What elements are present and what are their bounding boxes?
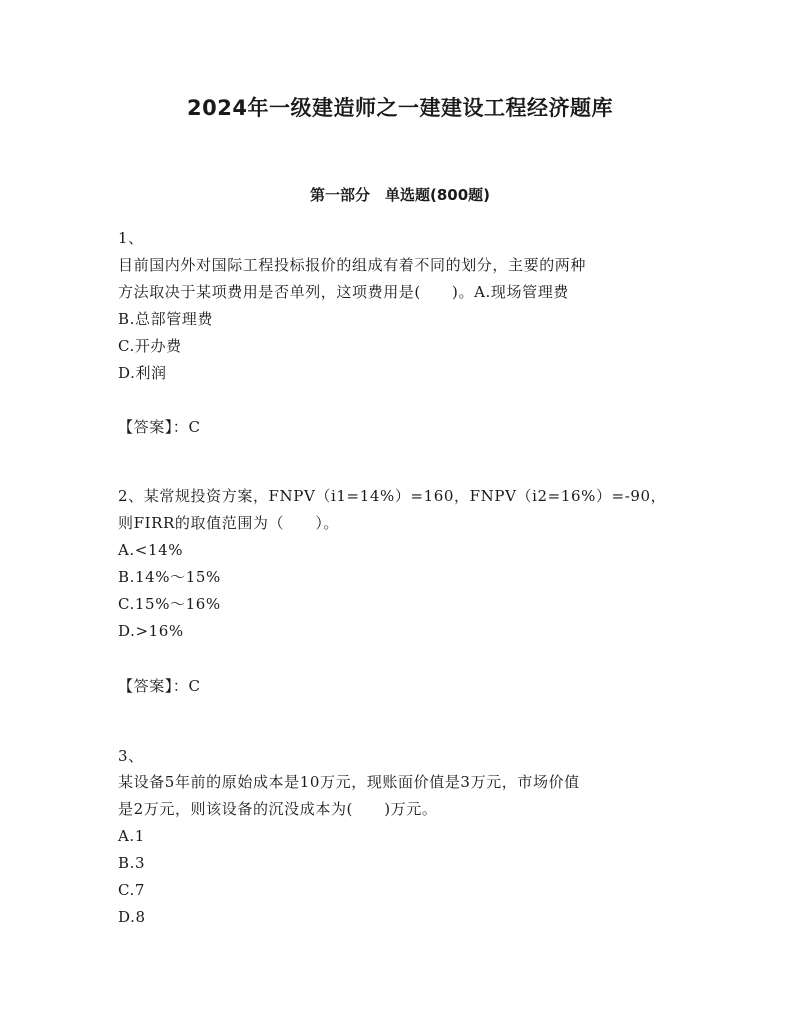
question-3-option-d: D.8 xyxy=(118,908,146,926)
question-2-option-b: B.14%～15% xyxy=(118,568,221,586)
question-2-option-c: C.15%～16% xyxy=(118,595,221,613)
question-2-answer: 【答案】：C xyxy=(118,677,201,695)
question-3-stem-line-2: 是2万元，则该设备的沉没成本为( )万元。 xyxy=(118,800,438,818)
question-3-option-a: A.1 xyxy=(118,827,145,845)
question-1-option-d: D.利润 xyxy=(118,364,167,382)
question-3-option-c: C.7 xyxy=(118,881,146,899)
question-1-option-c: C.开办费 xyxy=(118,337,182,355)
section-heading: 第一部分 单选题(800题) xyxy=(309,186,491,204)
question-3-stem-line-1: 某设备5年前的原始成本是10万元，现账面价值是3万元，市场价值 xyxy=(118,773,580,791)
document-title: 2024年一级建造师之一建建设工程经济题库 xyxy=(187,96,613,120)
question-1-number: 1、 xyxy=(118,229,144,247)
question-1-stem-line-1: 目前国内外对国际工程投标报价的组成有着不同的划分，主要的两种 xyxy=(118,256,587,274)
question-2-stem-line-2: 则FIRR的取值范围为（ ）。 xyxy=(118,514,340,532)
question-3-option-b: B.3 xyxy=(118,854,146,872)
question-2-option-a: A.<14% xyxy=(118,541,184,559)
question-1-answer: 【答案】：C xyxy=(118,418,201,436)
question-2-option-d: D.>16% xyxy=(118,622,184,640)
question-1-option-b: B.总部管理费 xyxy=(118,310,213,328)
question-3-number: 3、 xyxy=(118,747,144,765)
question-2-stem-line-1: 2、某常规投资方案，FNPV（i1=14%）=160，FNPV（i2=16%）=-90， xyxy=(118,487,667,505)
question-1-stem-line-2: 方法取决于某项费用是否单列，这项费用是( )。A.现场管理费 xyxy=(118,283,569,301)
